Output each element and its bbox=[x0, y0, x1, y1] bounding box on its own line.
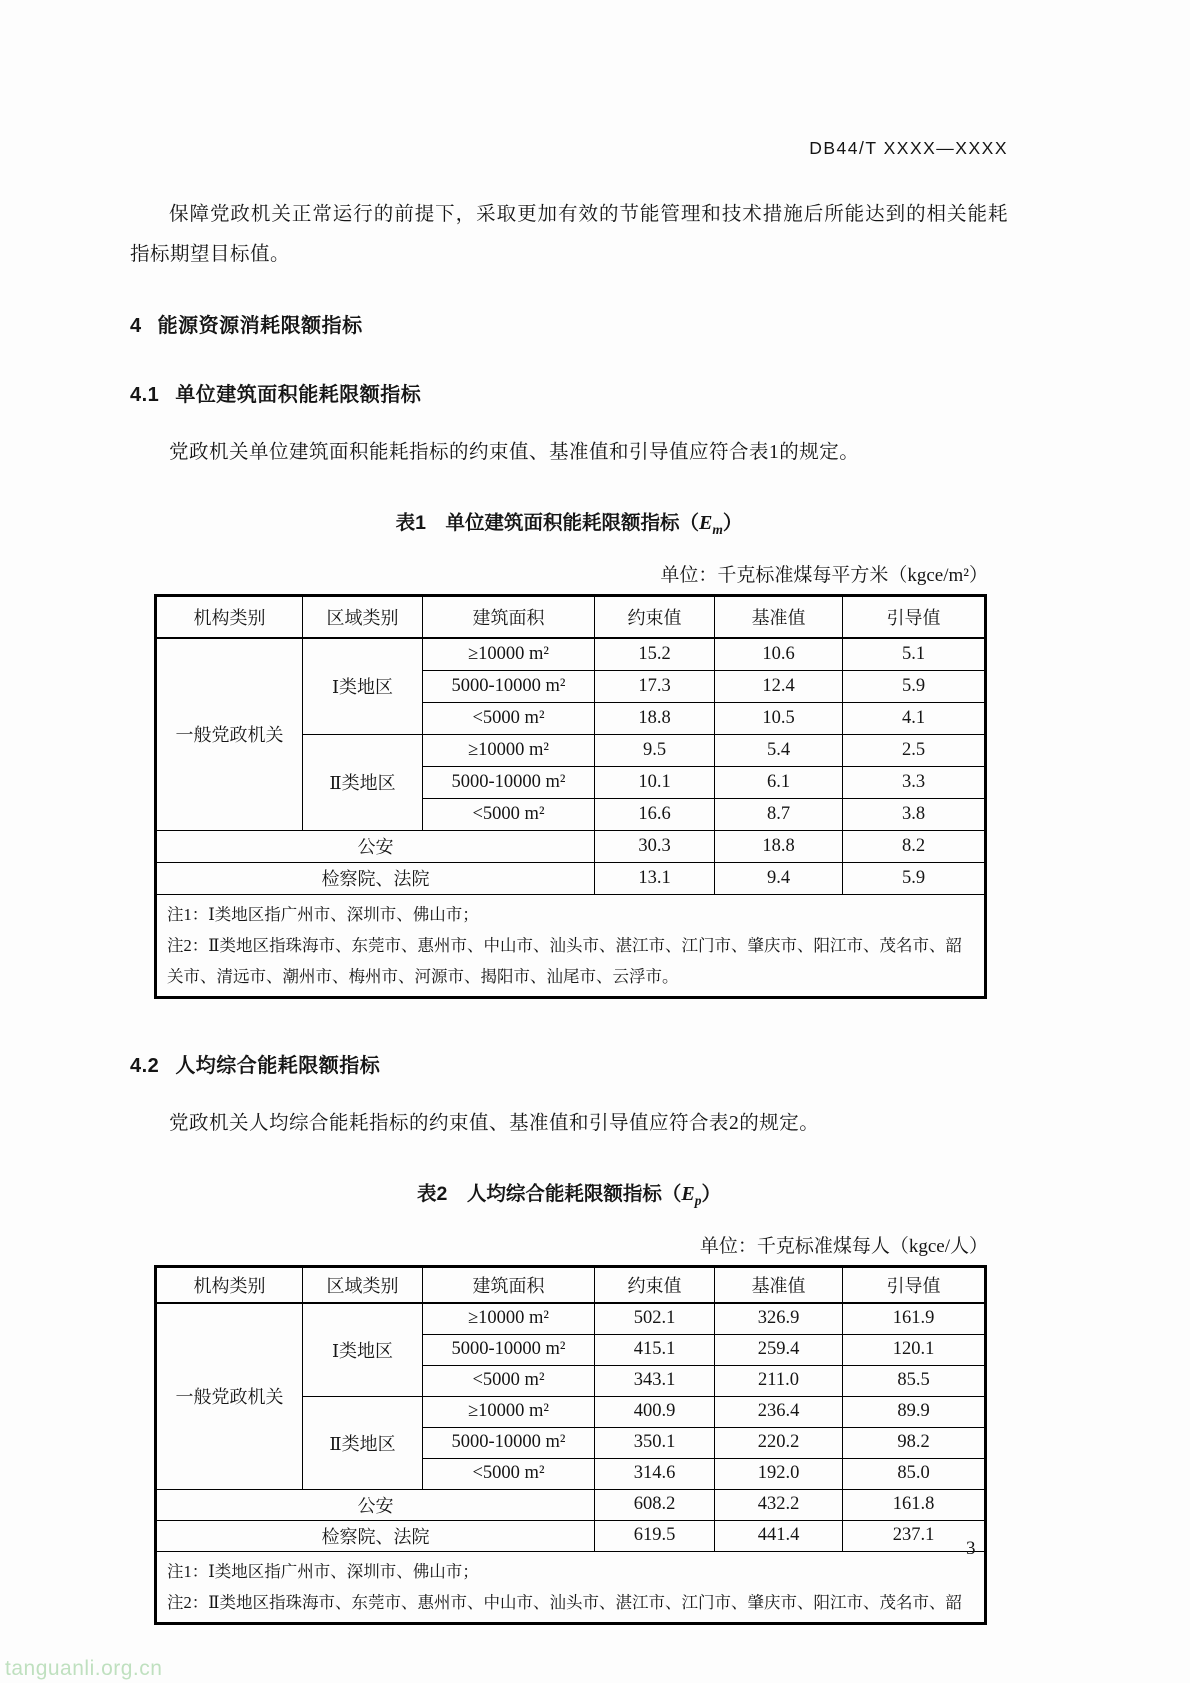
watermark: tanguanli.org.cn bbox=[5, 1657, 163, 1680]
table-2-caption-close: ） bbox=[701, 1182, 721, 1205]
table-1-note-2: 注2：Ⅱ类地区指珠海市、东莞市、惠州市、中山市、汕头市、湛江市、江门市、肇庆市、阳江市、茂名市、韶关市、清远市、潮州市、梅州市、河源市、揭阳市、汕尾市、云浮市。 bbox=[167, 935, 962, 986]
baseline-cell: 432.2 bbox=[715, 1489, 843, 1520]
summary-label-cell: 公安 bbox=[156, 1489, 595, 1520]
section-4-1-number: 4.1 bbox=[130, 384, 160, 406]
table-2-caption bbox=[130, 1178, 1008, 1209]
guide-cell: 89.9 bbox=[843, 1396, 986, 1427]
table-row bbox=[156, 638, 986, 671]
page-number: 3 bbox=[966, 1538, 976, 1559]
guide-cell: 85.5 bbox=[843, 1365, 986, 1396]
constraint-cell: 17.3 bbox=[595, 670, 715, 702]
table-1-caption-text: 表1 单位建筑面积能耗限额指标（ bbox=[395, 512, 699, 534]
table-2-header-guide: 引导值 bbox=[843, 1266, 986, 1303]
region-cell: Ⅱ类地区 bbox=[303, 1396, 423, 1489]
page-content bbox=[130, 0, 1008, 1625]
area-cell: <5000 m² bbox=[423, 1458, 595, 1489]
table-1 bbox=[154, 594, 987, 999]
baseline-cell: 10.5 bbox=[715, 702, 843, 734]
constraint-cell: 10.1 bbox=[595, 766, 715, 798]
baseline-cell: 12.4 bbox=[715, 670, 843, 702]
table-row bbox=[156, 1520, 986, 1551]
guide-cell: 5.1 bbox=[843, 638, 986, 671]
baseline-cell: 259.4 bbox=[715, 1334, 843, 1365]
section-4-2-title: 人均综合能耗限额指标 bbox=[175, 1054, 381, 1077]
area-cell: <5000 m² bbox=[423, 702, 595, 734]
table-1-symbol: E bbox=[698, 512, 713, 534]
table-2-header-region: 区域类别 bbox=[303, 1266, 423, 1303]
constraint-cell: 502.1 bbox=[595, 1303, 715, 1335]
constraint-cell: 350.1 bbox=[595, 1427, 715, 1458]
constraint-cell: 18.8 bbox=[595, 702, 715, 734]
guide-cell: 4.1 bbox=[843, 702, 986, 734]
baseline-cell: 236.4 bbox=[715, 1396, 843, 1427]
baseline-cell: 441.4 bbox=[715, 1520, 843, 1551]
table-1-header-guide: 引导值 bbox=[843, 595, 986, 638]
baseline-cell: 326.9 bbox=[715, 1303, 843, 1335]
table-2-symbol-sub: p bbox=[694, 1192, 702, 1208]
guide-cell: 161.9 bbox=[843, 1303, 986, 1335]
constraint-cell: 619.5 bbox=[595, 1520, 715, 1551]
table-1-header-constraint: 约束值 bbox=[595, 595, 715, 638]
summary-label-cell: 检察院、法院 bbox=[156, 1520, 595, 1551]
guide-cell: 120.1 bbox=[843, 1334, 986, 1365]
table-1-caption-close: ） bbox=[722, 512, 743, 534]
area-cell: <5000 m² bbox=[423, 798, 595, 830]
area-cell: 5000-10000 m² bbox=[423, 1334, 595, 1365]
summary-label-cell: 公安 bbox=[156, 830, 595, 862]
guide-cell: 237.1 bbox=[843, 1520, 986, 1551]
area-cell: ≥10000 m² bbox=[423, 1396, 595, 1427]
summary-label-cell: 检察院、法院 bbox=[156, 862, 595, 894]
region-cell: Ⅰ类地区 bbox=[303, 638, 423, 735]
table-row bbox=[156, 1303, 986, 1335]
guide-cell: 3.3 bbox=[843, 766, 986, 798]
baseline-cell: 211.0 bbox=[715, 1365, 843, 1396]
section-4-heading bbox=[130, 309, 1008, 338]
guide-cell: 5.9 bbox=[843, 670, 986, 702]
table-1-note-1: 注1：Ⅰ类地区指广州市、深圳市、佛山市； bbox=[167, 904, 479, 924]
constraint-cell: 608.2 bbox=[595, 1489, 715, 1520]
constraint-cell: 314.6 bbox=[595, 1458, 715, 1489]
constraint-cell: 9.5 bbox=[595, 734, 715, 766]
area-cell: <5000 m² bbox=[423, 1365, 595, 1396]
table-2-header-baseline: 基准值 bbox=[715, 1266, 843, 1303]
constraint-cell: 343.1 bbox=[595, 1365, 715, 1396]
section-4-1-heading bbox=[130, 378, 1008, 407]
table-2 bbox=[154, 1265, 987, 1625]
guide-cell: 85.0 bbox=[843, 1458, 986, 1489]
table-1-symbol-sub: m bbox=[712, 521, 723, 537]
org-cell: 一般党政机关 bbox=[156, 1303, 303, 1490]
table-2-notes bbox=[156, 1551, 986, 1623]
notes-row bbox=[156, 894, 986, 997]
region-cell: Ⅰ类地区 bbox=[303, 1303, 423, 1397]
area-cell: ≥10000 m² bbox=[423, 1303, 595, 1335]
area-cell: 5000-10000 m² bbox=[423, 766, 595, 798]
area-cell: ≥10000 m² bbox=[423, 638, 595, 671]
guide-cell: 3.8 bbox=[843, 798, 986, 830]
area-cell: 5000-10000 m² bbox=[423, 1427, 595, 1458]
table-row bbox=[156, 862, 986, 894]
region-cell: Ⅱ类地区 bbox=[303, 734, 423, 830]
table-1-header-region: 区域类别 bbox=[303, 595, 423, 638]
baseline-cell: 5.4 bbox=[715, 734, 843, 766]
guide-cell: 5.9 bbox=[843, 862, 986, 894]
baseline-cell: 10.6 bbox=[715, 638, 843, 671]
constraint-cell: 13.1 bbox=[595, 862, 715, 894]
table-2-unit: 单位：千克标准煤每人（kgce/人） bbox=[699, 1235, 988, 1257]
table-2-header-row bbox=[156, 1266, 986, 1303]
guide-cell: 8.2 bbox=[843, 830, 986, 862]
section-4-title: 能源资源消耗限额指标 bbox=[157, 315, 363, 337]
area-cell: ≥10000 m² bbox=[423, 734, 595, 766]
section-4-2-number: 4.2 bbox=[130, 1054, 160, 1077]
constraint-cell: 400.9 bbox=[595, 1396, 715, 1427]
section-4-1-title: 单位建筑面积能耗限额指标 bbox=[175, 384, 422, 406]
constraint-cell: 415.1 bbox=[595, 1334, 715, 1365]
notes-row bbox=[156, 1551, 986, 1623]
table-2-header-constraint: 约束值 bbox=[595, 1266, 715, 1303]
section-4-1-body: 党政机关单位建筑面积能耗指标的约束值、基准值和引导值应符合表1的规定。 bbox=[169, 442, 860, 463]
table-1-header-org: 机构类别 bbox=[156, 595, 303, 638]
baseline-cell: 8.7 bbox=[715, 798, 843, 830]
guide-cell: 161.8 bbox=[843, 1489, 986, 1520]
org-cell: 一般党政机关 bbox=[156, 638, 303, 831]
baseline-cell: 6.1 bbox=[715, 766, 843, 798]
section-4-number: 4 bbox=[130, 315, 142, 337]
baseline-cell: 9.4 bbox=[715, 862, 843, 894]
table-row bbox=[156, 830, 986, 862]
table-2-note-2: 注2：Ⅱ类地区指珠海市、东莞市、惠州市、中山市、汕头市、湛江市、江门市、肇庆市、阳江市、茂名市、韶 bbox=[167, 1592, 962, 1612]
area-cell: 5000-10000 m² bbox=[423, 670, 595, 702]
baseline-cell: 18.8 bbox=[715, 830, 843, 862]
intro-paragraph: 保障党政机关正常运行的前提下，采取更加有效的节能管理和技术措施后所能达到的相关能耗指标期望目标值。 bbox=[130, 204, 1008, 265]
table-1-header-area: 建筑面积 bbox=[423, 595, 595, 638]
constraint-cell: 15.2 bbox=[595, 638, 715, 671]
doc-code: DB44/T XXXX—XXXX bbox=[809, 138, 1008, 158]
table-1-caption bbox=[130, 507, 1008, 538]
table-2-note-1: 注1：Ⅰ类地区指广州市、深圳市、佛山市； bbox=[167, 1561, 479, 1581]
table-2-header-area: 建筑面积 bbox=[423, 1266, 595, 1303]
constraint-cell: 30.3 bbox=[595, 830, 715, 862]
table-1-header-baseline: 基准值 bbox=[715, 595, 843, 638]
table-2-caption-text: 表2 人均综合能耗限额指标（ bbox=[417, 1182, 682, 1205]
table-1-notes bbox=[156, 894, 986, 997]
baseline-cell: 220.2 bbox=[715, 1427, 843, 1458]
table-1-header-row bbox=[156, 595, 986, 638]
constraint-cell: 16.6 bbox=[595, 798, 715, 830]
table-2-symbol: E bbox=[681, 1182, 695, 1205]
table-row bbox=[156, 1489, 986, 1520]
table-1-unit: 单位：千克标准煤每平方米（kgce/m²） bbox=[660, 564, 988, 586]
guide-cell: 98.2 bbox=[843, 1427, 986, 1458]
section-4-2-body: 党政机关人均综合能耗指标的约束值、基准值和引导值应符合表2的规定。 bbox=[169, 1112, 820, 1134]
table-2-header-org: 机构类别 bbox=[156, 1266, 303, 1303]
section-4-2-heading bbox=[130, 1049, 1008, 1078]
guide-cell: 2.5 bbox=[843, 734, 986, 766]
baseline-cell: 192.0 bbox=[715, 1458, 843, 1489]
